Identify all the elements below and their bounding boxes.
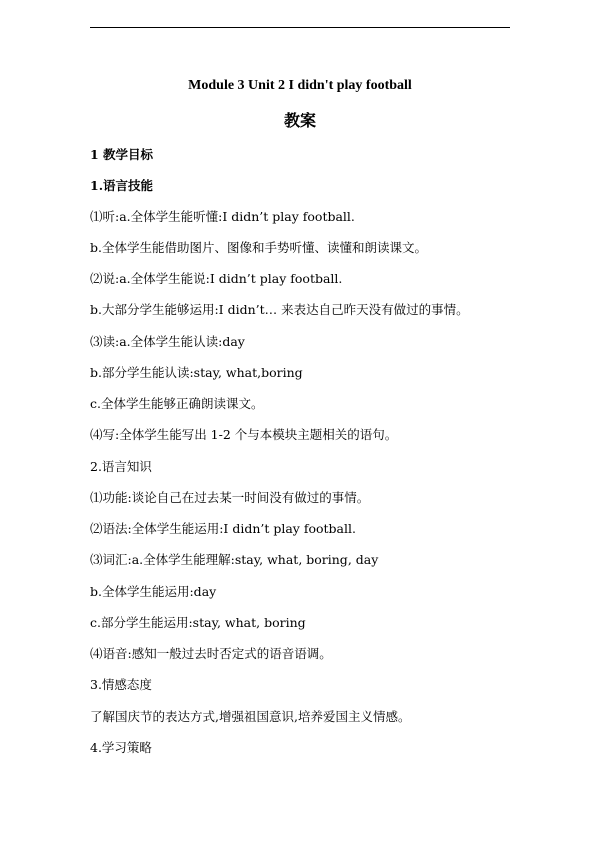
text-line: ⑷语音:感知一般过去时否定式的语音语调。 xyxy=(90,646,332,661)
text-line: ⑴听:a.全体学生能听懂:I didn’t play football. xyxy=(90,209,355,224)
text-line: b.全体学生能运用:day xyxy=(90,584,217,599)
text-line: 1.语言技能 xyxy=(90,178,154,193)
text-line: ⑵说:a.全体学生能说:I didn’t play football. xyxy=(90,271,343,286)
text-line: 3.情感态度 xyxy=(90,677,152,692)
header-rule xyxy=(90,27,510,28)
text-line: ⑶词汇:a.全体学生能理解:stay, what, boring, day xyxy=(90,552,379,567)
text-line: 1 教学目标 xyxy=(90,147,154,162)
text-line: ⑷写:全体学生能写出 1-2 个与本模块主题相关的语句。 xyxy=(90,427,398,442)
text-line: ⑶读:a.全体学生能认读:day xyxy=(90,334,245,349)
text-line: c.全体学生能够正确朗读课文。 xyxy=(90,396,264,411)
text-line: b.部分学生能认读:stay, what,boring xyxy=(90,365,303,380)
text-line: b.大部分学生能够运用:I didn’t… 来表达自己昨天没有做过的事情。 xyxy=(90,302,469,317)
text-line: ⑵语法:全体学生能运用:I didn’t play football. xyxy=(90,521,356,536)
document-subtitle: 教案 xyxy=(283,111,316,130)
document-title: Module 3 Unit 2 I didn't play football xyxy=(188,78,412,93)
text-line: ⑴功能:谈论自己在过去某一时间没有做过的事情。 xyxy=(90,490,370,505)
text-line: c.部分学生能运用:stay, what, boring xyxy=(90,615,306,630)
text-line: 4.学习策略 xyxy=(90,740,152,755)
text-line: 2.语言知识 xyxy=(90,459,152,474)
text-line: b.全体学生能借助图片、图像和手势听懂、读懂和朗读课文。 xyxy=(90,240,427,255)
text-line: 了解国庆节的表达方式,增强祖国意识,培养爱国主义情感。 xyxy=(90,709,411,724)
